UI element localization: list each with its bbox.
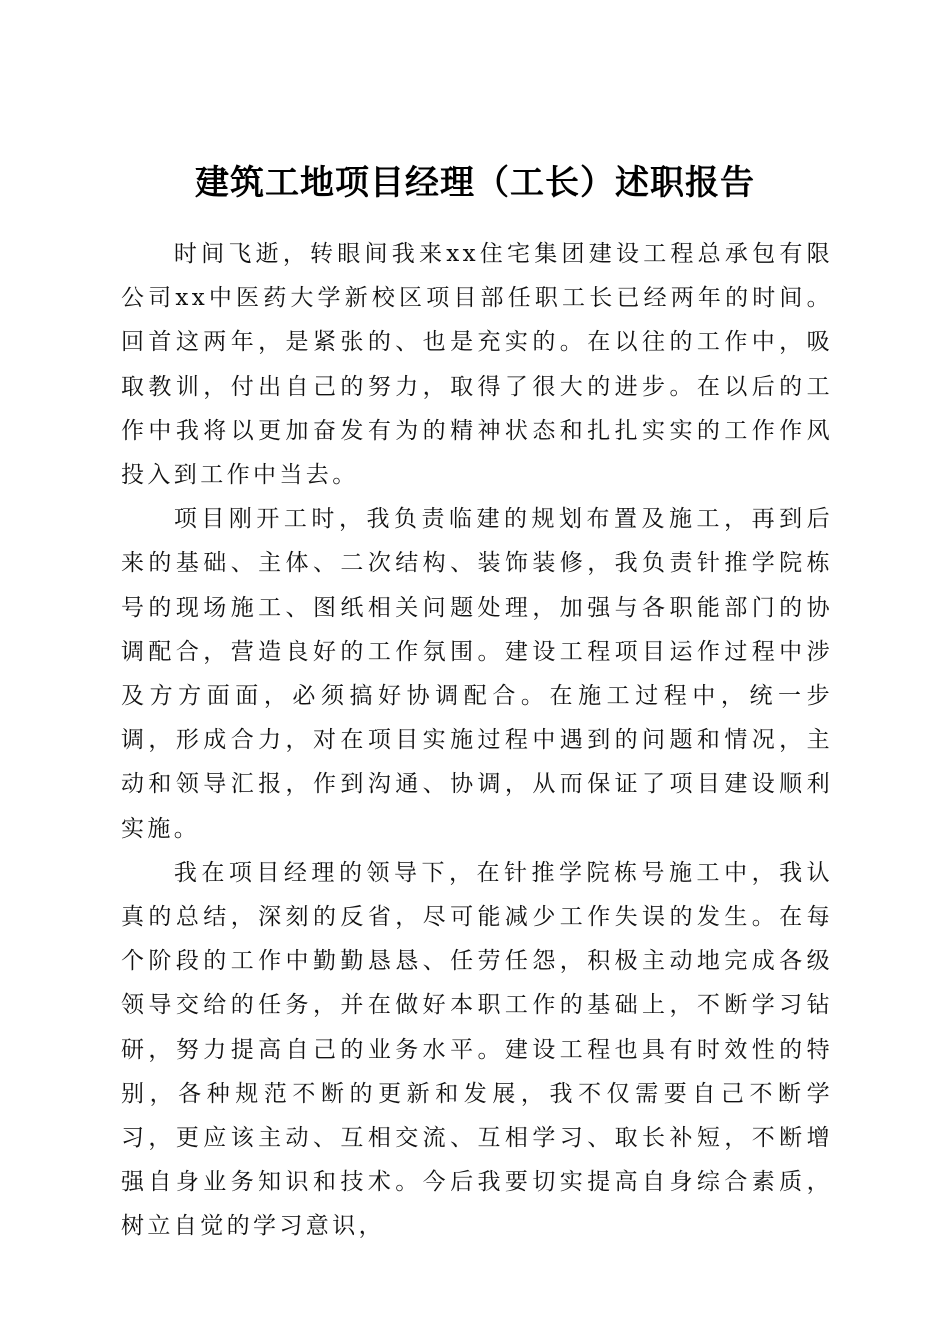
document-body <box>121 232 833 1249</box>
page-title: 建筑工地项目经理（工长）述职报告 <box>195 162 755 203</box>
paragraph-2: 项目刚开工时，我负责临建的规划布置及施工，再到后来的基础、主体、二次结构、装饰装修，我负责针推学院栋号的现场施工、图纸相关问题处理，加强与各职能部门的协调配合，营造良好的工作氛围。建设工程项目运作过程中涉及方方面面，必须搞好协调配合。在施工过程中，统一步调，形成合力，对在项目实施过程中遇到的问题和情况，主动和领导汇报，作到沟通、协调，从而保证了项目建设顺利实施。 <box>121 506 833 842</box>
paragraph-3: 我在项目经理的领导下，在针推学院栋号施工中，我认真的总结，深刻的反省，尽可能减少工作失误的发生。在每个阶段的工作中勤勤恳恳、任劳任怨，积极主动地完成各级领导交给的任务，并在做好本职工作的基础上，不断学习钻研，努力提高自己的业务水平。建设工程也具有时效性的特别，各种规范不断的更新和发展，我不仅需要自己不断学习，更应该主动、互相交流、互相学习、取长补短，不断增强自身业务知识和技术。今后我要切实提高自身综合素质，树立自觉的学习意识， <box>121 859 833 1240</box>
paragraph-1: 时间飞逝，转眼间我来xx住宅集团建设工程总承包有限公司xx中医药大学新校区项目部任职工长已经两年的时间。回首这两年，是紧张的、也是充实的。在以往的工作中，吸取教训，付出自己的努力，取得了很大的进步。在以后的工作中我将以更加奋发有为的精神状态和扎扎实实的工作作风投入到工作中当去。 <box>121 241 833 489</box>
